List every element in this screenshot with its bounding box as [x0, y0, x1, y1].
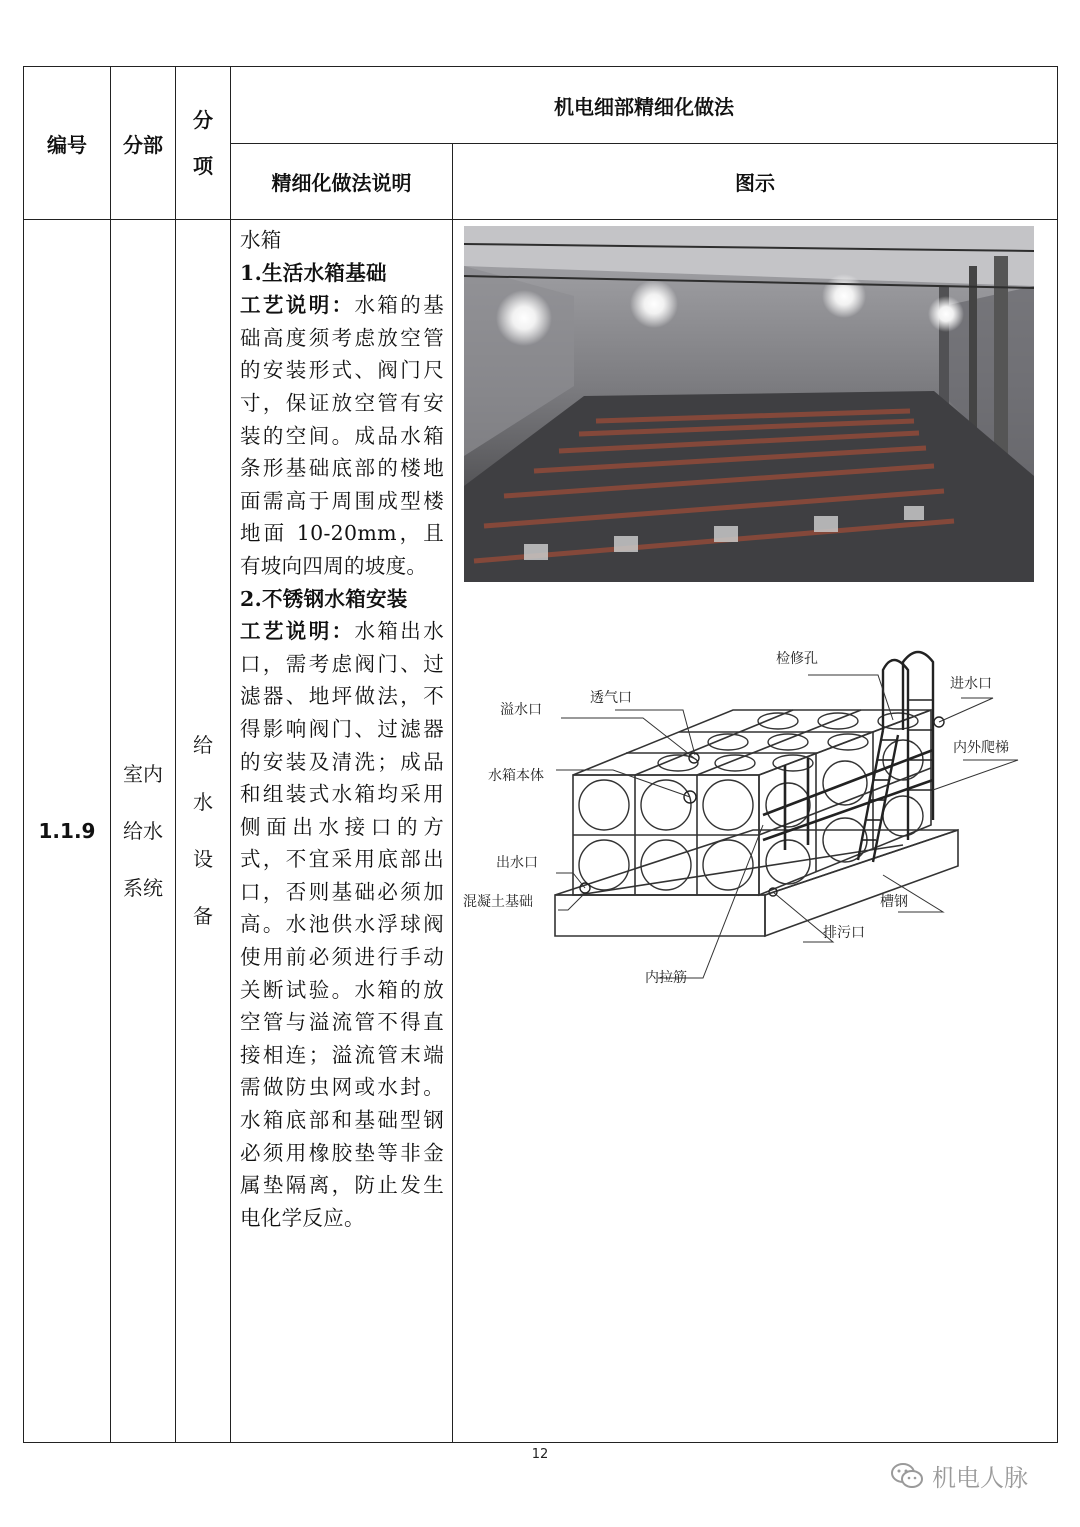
tank-foundation-photo — [464, 226, 1034, 582]
page-number: 12 — [531, 1447, 549, 1462]
wechat-icon — [890, 1462, 924, 1490]
header-group-title: 机电细部精细化做法 — [231, 67, 1058, 144]
header-id: 编号 — [24, 67, 111, 220]
label-concrete-base: 混凝土基础 — [463, 894, 533, 910]
label-outlet: 出水口 — [496, 855, 538, 871]
row-id: 1.1.9 — [24, 220, 111, 1443]
header-division: 分部 — [111, 67, 176, 220]
header-item-chars — [193, 97, 213, 189]
desc-section1-heading: 1.生活水箱基础 — [240, 260, 387, 285]
desc-section1-label: 工艺说明： — [240, 293, 355, 318]
label-channel-steel: 槽钢 — [880, 894, 908, 910]
division-lines — [111, 746, 175, 917]
row-figure — [453, 220, 1058, 1443]
desc-section1-body — [240, 289, 444, 582]
label-inspection-hole: 检修孔 — [776, 651, 818, 667]
header-item-char-0: 分 — [193, 108, 213, 132]
header-description: 精细化做法说明 — [231, 144, 453, 220]
item-char-1: 水 — [193, 790, 213, 814]
header-figure: 图示 — [453, 144, 1058, 220]
watermark-text: 机电人脉 — [932, 1464, 1028, 1492]
row-division — [111, 220, 176, 1443]
label-ladder: 内外爬梯 — [953, 740, 1009, 756]
header-item-char-1: 项 — [193, 154, 213, 178]
item-chars — [176, 717, 230, 945]
label-tank-body: 水箱本体 — [488, 768, 544, 784]
row-description — [231, 220, 453, 1443]
division-line-0: 室内 — [123, 761, 163, 786]
watermark — [890, 1458, 1028, 1493]
label-vent: 透气口 — [590, 690, 632, 706]
label-tie-bar: 内拉筋 — [645, 970, 687, 986]
header-item — [176, 67, 231, 220]
desc-section2-heading: 2.不锈钢水箱安装 — [240, 586, 408, 611]
label-drain: 排污口 — [823, 925, 865, 941]
item-char-2: 设 — [193, 847, 213, 871]
stainless-tank-diagram — [463, 640, 1053, 990]
desc-title: 水箱 — [240, 228, 282, 252]
desc-section1-text: 水箱的基础高度须考虑放空管的安装形式、阀门尺寸，保证放空管有安装的空间。成品水箱条形基础底部的楼地面需高于周围成型楼地面 10-20mm，且有坡向四周的坡度。 — [240, 293, 444, 578]
label-inlet: 进水口 — [950, 676, 992, 692]
row-item — [176, 220, 231, 1443]
description-text — [231, 220, 452, 1234]
label-overflow: 溢水口 — [500, 702, 542, 718]
desc-section2-label: 工艺说明： — [240, 619, 355, 644]
division-line-1: 给水 — [123, 818, 163, 843]
item-char-0: 给 — [193, 733, 213, 757]
item-char-3: 备 — [193, 904, 213, 928]
division-line-2: 系统 — [123, 875, 163, 900]
desc-section2-body — [240, 615, 444, 1234]
detail-table — [23, 66, 1058, 1443]
desc-section2-text: 水箱出水口，需考虑阀门、过滤器、地坪做法，不得影响阀门、过滤器的安装及清洗；成品和组装式水箱均采用侧面出水接口的方式，不宜采用底部出口，否则基础必须加高。水池供水浮球阀使用前必须进行手动关断试验。水箱的放空管与溢流管不得直接相连；溢流管末端需做防虫网或水封。水箱底部和基础型钢必须用橡胶垫等非金属垫隔离，防止发生电化学反应。 — [240, 619, 444, 1230]
